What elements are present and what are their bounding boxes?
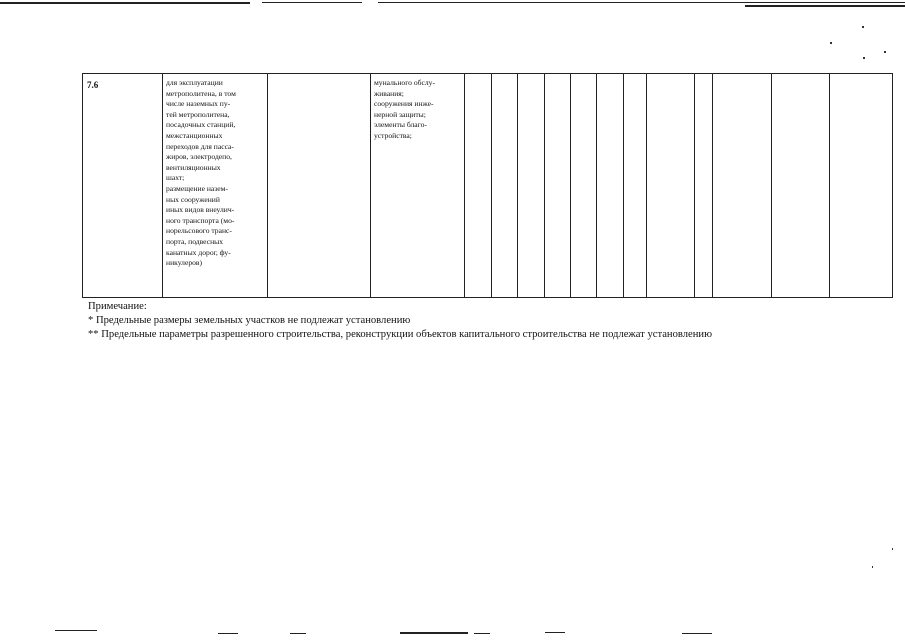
- text-line: числе наземных пу-: [166, 99, 231, 109]
- note-line-1: * Предельные размеры земельных участков не подлежат установлению: [88, 315, 411, 326]
- notes-block: [88, 300, 712, 342]
- text-line: вентиляционных: [166, 162, 221, 172]
- text-line: канатных дорог, фу-: [166, 247, 231, 257]
- scan-line-bottom: [474, 633, 490, 634]
- text-line: нерной защиты;: [374, 109, 426, 119]
- text-line: элементы благо-: [374, 120, 427, 130]
- table-row: [83, 74, 893, 298]
- empty-cell: [268, 74, 371, 298]
- scan-dot: [872, 566, 873, 568]
- text-line: порта, подвесных: [166, 236, 224, 246]
- text-line: иных видов внеулич-: [166, 205, 235, 215]
- scan-dot: [892, 548, 893, 550]
- empty-cell: [465, 74, 492, 298]
- note-line-2: ** Предельные параметры разрешенного строительства, реконструкции объектов капитального строительства не подлежат установлению: [88, 329, 712, 340]
- text-line: шахт;: [166, 173, 185, 183]
- scan-line-bottom: [400, 632, 468, 634]
- permitted-use-description: [163, 74, 268, 298]
- empty-cell: [772, 74, 830, 298]
- text-line: норельсового транс-: [166, 226, 232, 236]
- scan-line-bottom: [682, 633, 712, 634]
- empty-cell: [571, 74, 597, 298]
- permitted-use-lines: [166, 78, 264, 269]
- scan-dot: [884, 51, 886, 53]
- empty-cell: [518, 74, 545, 298]
- empty-cell: [713, 74, 772, 298]
- scan-line-top-left: [0, 2, 250, 4]
- auxiliary-use-description: [371, 74, 465, 298]
- text-line: ного транспорта (мо-: [166, 215, 235, 225]
- text-line: сооружения инже-: [374, 99, 434, 109]
- empty-cell: [647, 74, 695, 298]
- text-line: метрополитена, в том: [166, 88, 236, 98]
- regulations-table: [82, 73, 893, 298]
- empty-cell: [545, 74, 571, 298]
- row-number: 7.6: [83, 74, 163, 298]
- text-line: для эксплуатации: [166, 78, 223, 87]
- scan-dot: [862, 26, 864, 28]
- notes-title: Примечание:: [88, 301, 147, 312]
- scan-line-top-mid: [262, 2, 362, 3]
- scan-line-bottom: [290, 633, 306, 634]
- text-line: устройства;: [374, 130, 412, 140]
- empty-cell: [695, 74, 713, 298]
- scan-line-top-right-2: [745, 5, 905, 7]
- text-line: живания;: [374, 88, 404, 98]
- scan-line-bottom: [218, 633, 238, 634]
- auxiliary-use-lines: [374, 78, 461, 142]
- empty-cell: [624, 74, 647, 298]
- empty-cell: [492, 74, 518, 298]
- text-line: переходов для пасса-: [166, 141, 234, 151]
- scan-dot: [830, 42, 832, 44]
- empty-cell: [597, 74, 624, 298]
- scan-line-bottom: [55, 630, 97, 631]
- text-line: размещение назем-: [166, 183, 228, 193]
- scan-line-top-right: [378, 2, 905, 3]
- scan-line-bottom: [545, 632, 565, 633]
- scan-dot: [863, 57, 865, 59]
- text-line: никулеров): [166, 258, 203, 268]
- text-line: посадочных станций,: [166, 120, 236, 130]
- text-line: тей метрополитена,: [166, 109, 230, 119]
- empty-cell: [830, 74, 893, 298]
- text-line: жиров, электродепо,: [166, 152, 232, 162]
- text-line: ных сооружений: [166, 194, 220, 204]
- text-line: межстанционных: [166, 130, 223, 140]
- text-line: мунального обслу-: [374, 78, 435, 87]
